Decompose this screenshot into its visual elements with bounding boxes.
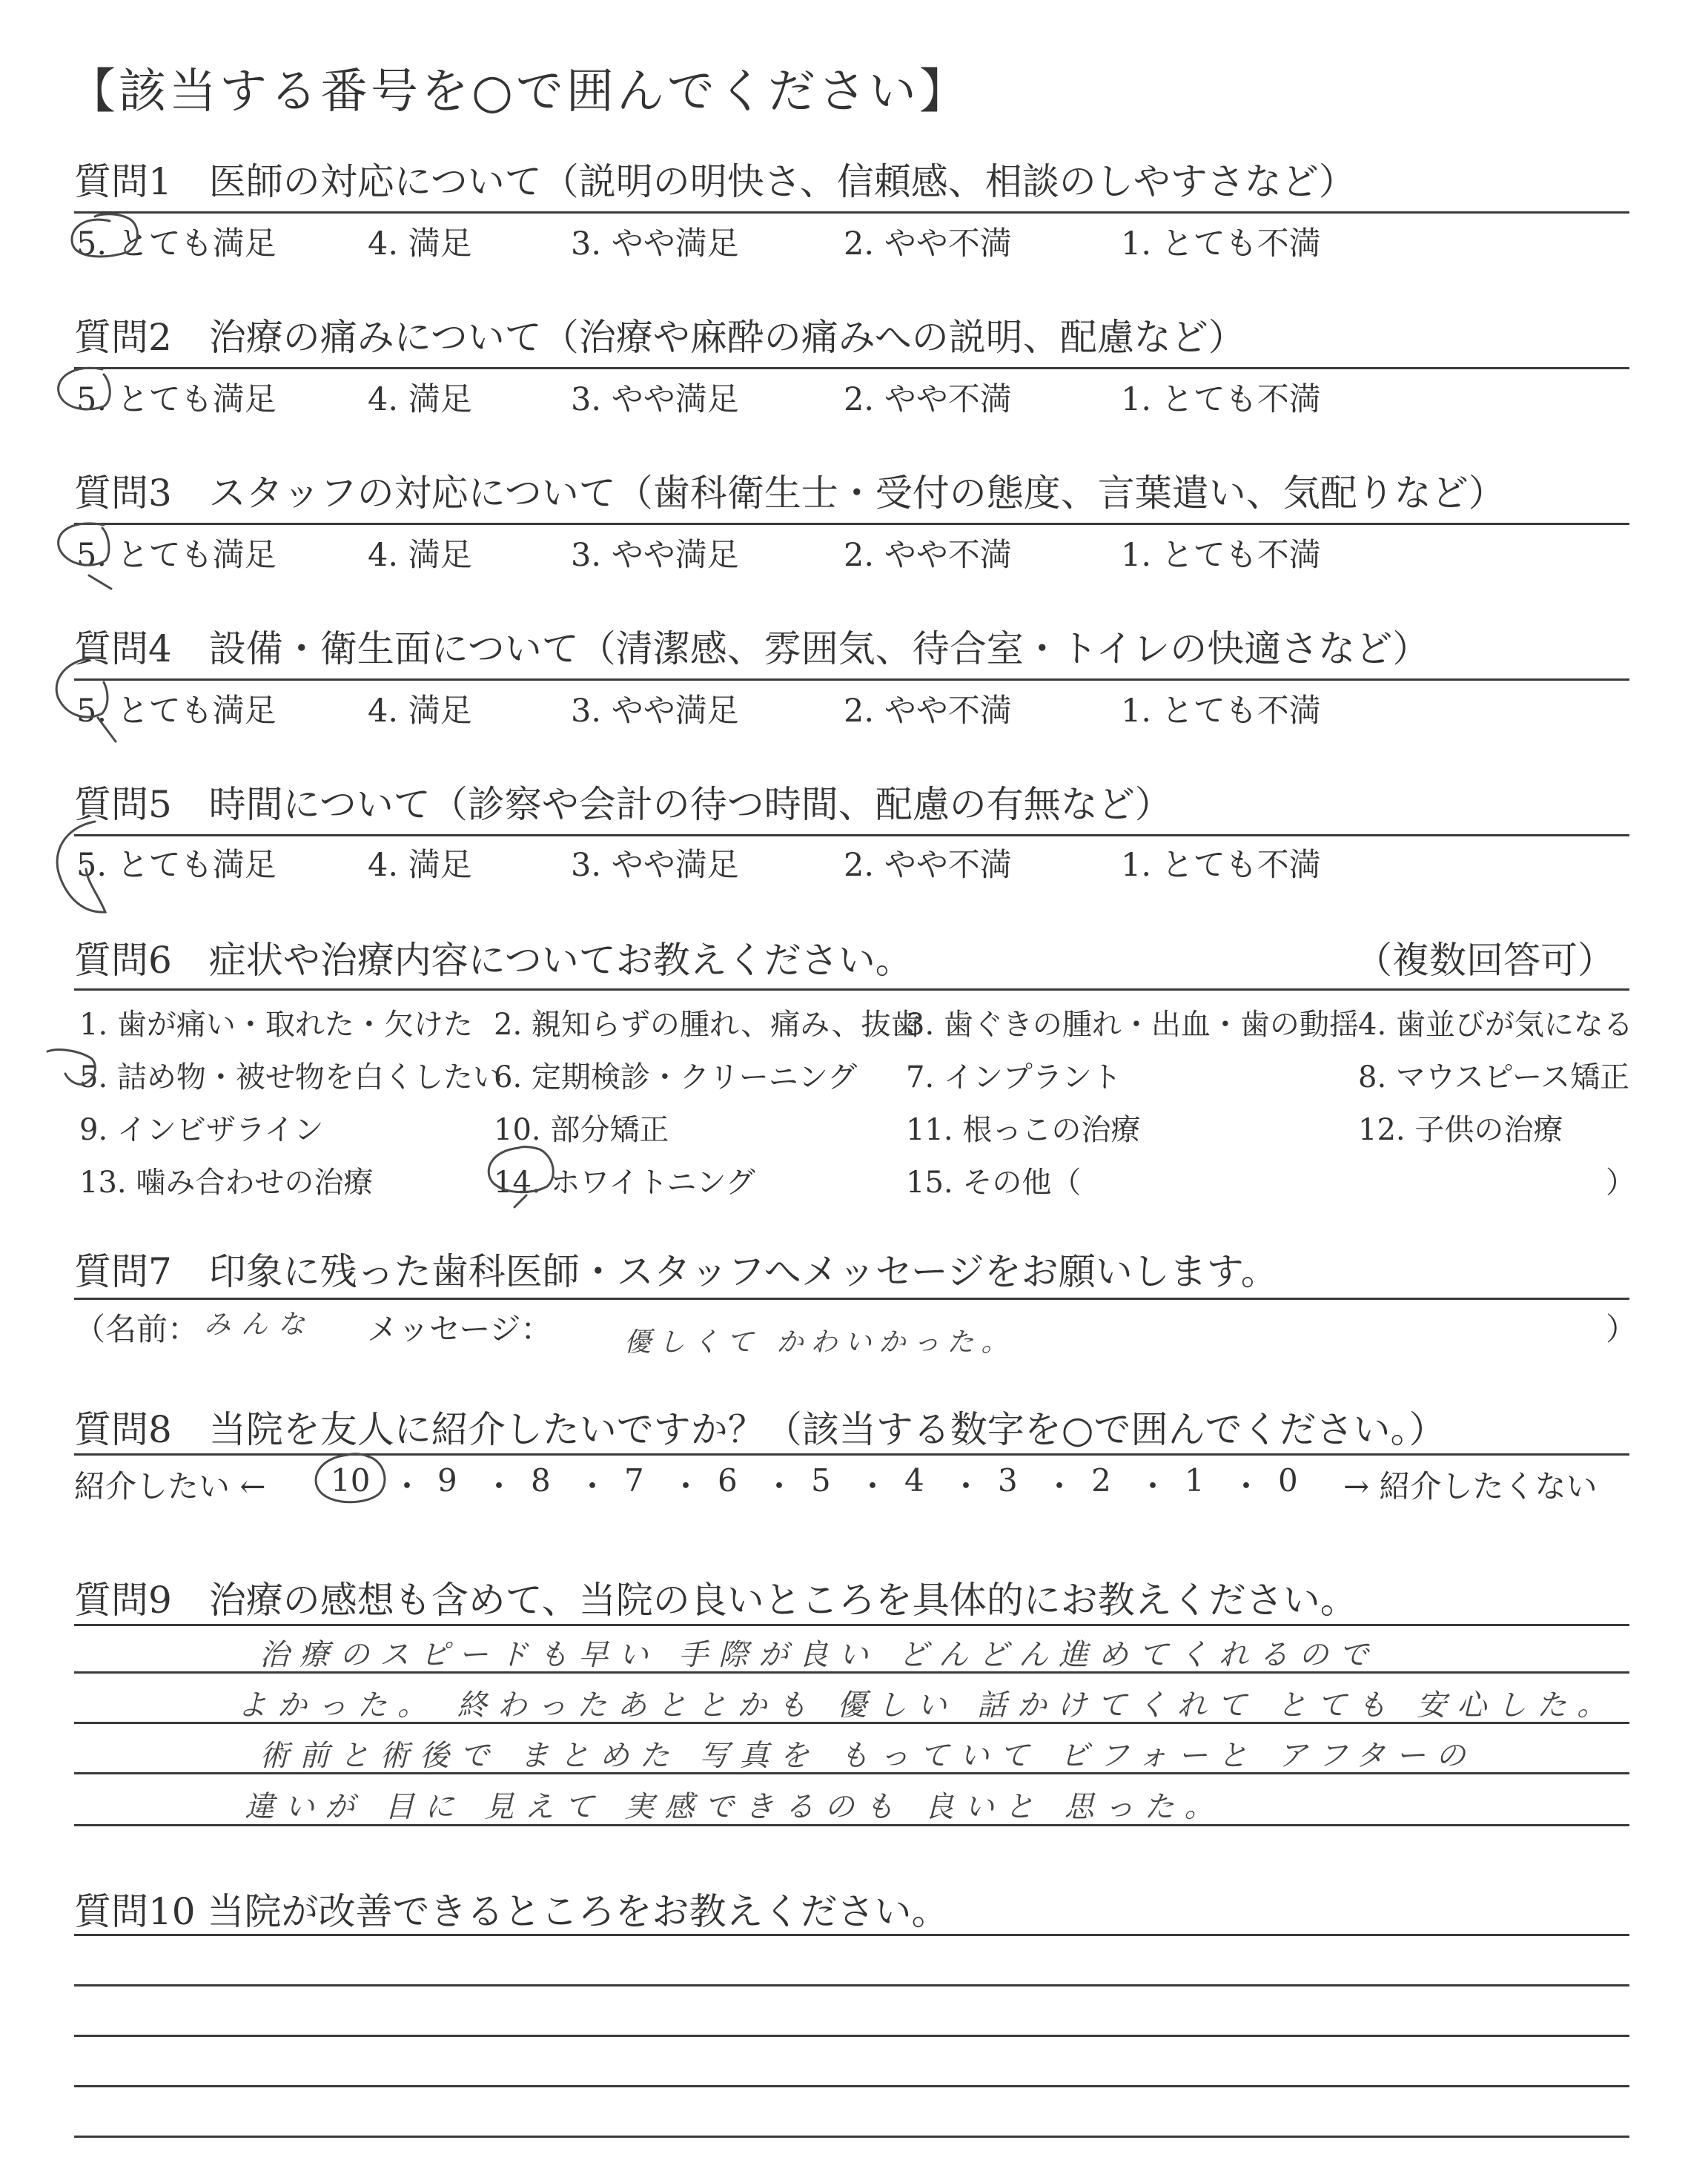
q6-option-15[interactable]: 15. その他（ [906, 1166, 1082, 1200]
q2-option-3[interactable]: 3. やや満足 [571, 381, 739, 418]
q8-dot: ・ [950, 1468, 982, 1505]
q8-dot: ・ [577, 1468, 609, 1505]
q6-note: （複数回答可） [1355, 939, 1615, 982]
q3-title: 質問3 スタッフの対応について（歯科衛生士・受付の態度、言葉遣い、気配りなど） [74, 472, 1506, 515]
q1-title: 質問1 医師の対応について（説明の明快さ、信頼感、相談のしやすさなど） [74, 160, 1356, 203]
q8-selection-circle-10 [316, 1454, 385, 1502]
q2-option-5[interactable]: 5. とても満足 [76, 381, 277, 418]
q4-title: 質問4 設備・衛生面について（清潔感、雰囲気、待合室・トイレの快適さなど） [74, 627, 1430, 670]
q8-scale-6[interactable]: 6 [718, 1462, 738, 1499]
q6-title: 質問6 症状や治療内容についてお教えください。 [74, 939, 913, 982]
q3-option-4[interactable]: 4. 満足 [368, 537, 472, 574]
q9-answer-line-1[interactable]: 治療のスピードも早い 手際が良い どんどん進めてくれるので [259, 1638, 1379, 1672]
q8-title: 質問8 当院を友人に紹介したいですか？（該当する数字を○で囲んでください。） [74, 1408, 1446, 1451]
q1-selection-circle [72, 214, 137, 257]
q6-option-3[interactable]: 3. 歯ぐきの腫れ・出血・歯の動揺 [906, 1008, 1359, 1042]
q8-left-label: 紹介したい ← [74, 1468, 266, 1505]
q3-option-2[interactable]: 2. やや不満 [844, 537, 1012, 574]
q6-option-14[interactable]: 14. ホワイトニング [494, 1166, 755, 1200]
q5-title: 質問5 時間について（診察や会計の待つ時間、配慮の有無など） [74, 783, 1172, 826]
q8-scale-10[interactable]: 10 [331, 1462, 371, 1499]
q6-option-6[interactable]: 6. 定期検診・クリーニング [494, 1060, 858, 1094]
q7-title: 質問7 印象に残った歯科医師・スタッフへメッセージをお願いします。 [74, 1250, 1278, 1293]
q8-scale-8[interactable]: 8 [531, 1462, 551, 1499]
q5-option-5[interactable]: 5. とても満足 [76, 847, 277, 884]
q4-selection-circle [56, 658, 116, 742]
q6-other-close: ） [1606, 1166, 1635, 1200]
q6-option-9[interactable]: 9. インビザライン [79, 1113, 324, 1147]
q8-scale-0[interactable]: 0 [1278, 1462, 1298, 1499]
q3-selection-circle [59, 524, 111, 589]
q8-scale-5[interactable]: 5 [811, 1462, 831, 1499]
q6-option-1[interactable]: 1. 歯が痛い・取れた・欠けた [79, 1008, 473, 1042]
q1-option-3[interactable]: 3. やや満足 [571, 225, 739, 262]
q9-answer-line-4[interactable]: 違いが 目に 見えて 実感できるのも 良いと 思った。 [245, 1790, 1225, 1824]
q4-option-2[interactable]: 2. やや不満 [844, 693, 1012, 730]
q3-option-1[interactable]: 1. とても不満 [1121, 537, 1321, 574]
form-header: 【該当する番号を○で囲んでください】 [68, 65, 970, 119]
q8-dot: ・ [1231, 1468, 1262, 1505]
q6-option-5[interactable]: 5. 詰め物・被せ物を白くしたい [79, 1060, 503, 1094]
q2-option-1[interactable]: 1. とても不満 [1121, 381, 1321, 418]
q5-option-3[interactable]: 3. やや満足 [571, 847, 739, 884]
q7-name-label: （名前： [74, 1311, 199, 1347]
q2-selection-circle [59, 368, 110, 409]
q2-title: 質問2 治療の痛みについて（治療や麻酔の痛みへの説明、配慮など） [74, 316, 1245, 359]
q8-scale-1[interactable]: 1 [1185, 1462, 1205, 1499]
q8-scale-4[interactable]: 4 [904, 1462, 924, 1499]
q8-dot: ・ [670, 1468, 702, 1505]
q6-option-2[interactable]: 2. 親知らずの腫れ、痛み、抜歯 [494, 1008, 921, 1042]
q7-message-label: メッセージ： [367, 1311, 552, 1347]
q8-right-label: → 紹介したくない [1343, 1468, 1598, 1505]
q8-scale-9[interactable]: 9 [437, 1462, 457, 1499]
q5-option-1[interactable]: 1. とても不満 [1121, 847, 1321, 884]
q6-option-10[interactable]: 10. 部分矯正 [494, 1113, 669, 1147]
q2-option-2[interactable]: 2. やや不満 [844, 381, 1012, 418]
q7-close: ） [1606, 1311, 1638, 1347]
q4-option-1[interactable]: 1. とても不満 [1121, 693, 1321, 730]
q6-option-4[interactable]: 4. 歯並びが気になる [1358, 1008, 1633, 1042]
q3-option-3[interactable]: 3. やや満足 [571, 537, 739, 574]
q6-selection-circle-5 [47, 1050, 95, 1085]
q9-answer-line-2[interactable]: よかった。 終わったあととかも 優しい 話かけてくれて とても 安心した。 [237, 1688, 1618, 1723]
q2-option-4[interactable]: 4. 満足 [368, 381, 472, 418]
q6-option-13[interactable]: 13. 噛み合わせの治療 [79, 1166, 374, 1200]
q8-scale-2[interactable]: 2 [1091, 1462, 1111, 1499]
q3-option-5[interactable]: 5. とても満足 [76, 537, 277, 574]
q8-dot: ・ [483, 1468, 515, 1505]
q5-option-4[interactable]: 4. 満足 [368, 847, 472, 884]
q8-scale-3[interactable]: 3 [998, 1462, 1018, 1499]
q6-selection-circle-14 [489, 1147, 553, 1207]
q1-option-1[interactable]: 1. とても不満 [1121, 225, 1321, 262]
q8-dot: ・ [1137, 1468, 1169, 1505]
q8-dot: ・ [857, 1468, 889, 1505]
q8-scale-7[interactable]: 7 [624, 1462, 644, 1499]
q8-dot: ・ [1044, 1468, 1076, 1505]
q6-option-12[interactable]: 12. 子供の治療 [1358, 1113, 1563, 1147]
q8-dot: ・ [764, 1468, 795, 1505]
q6-option-11[interactable]: 11. 根っこの治療 [906, 1113, 1141, 1147]
q5-selection-circle [57, 822, 105, 912]
q4-option-4[interactable]: 4. 満足 [368, 693, 472, 730]
q7-name-value[interactable]: みんな [204, 1309, 316, 1340]
q10-title: 質問10 当院が改善できるところをお教えください。 [74, 1890, 949, 1933]
q5-option-2[interactable]: 2. やや不満 [844, 847, 1012, 884]
q1-option-2[interactable]: 2. やや不満 [844, 225, 1012, 262]
q6-option-7[interactable]: 7. インプラント [906, 1060, 1122, 1094]
q4-option-5[interactable]: 5. とても満足 [76, 693, 277, 730]
q9-title: 質問9 治療の感想も含めて、当院の良いところを具体的にお教えください。 [74, 1579, 1357, 1622]
q6-option-8[interactable]: 8. マウスピース矯正 [1358, 1060, 1630, 1094]
q1-option-4[interactable]: 4. 満足 [368, 225, 472, 262]
q7-message-value[interactable]: 優しくて かわいかった。 [624, 1327, 1016, 1358]
q1-option-5[interactable]: 5. とても満足 [76, 225, 277, 262]
q4-option-3[interactable]: 3. やや満足 [571, 693, 739, 730]
q9-answer-line-3[interactable]: 術前と術後で まとめた 写真を もっていて ビフォーと アフターの [259, 1739, 1476, 1773]
q8-dot: ・ [391, 1468, 423, 1505]
